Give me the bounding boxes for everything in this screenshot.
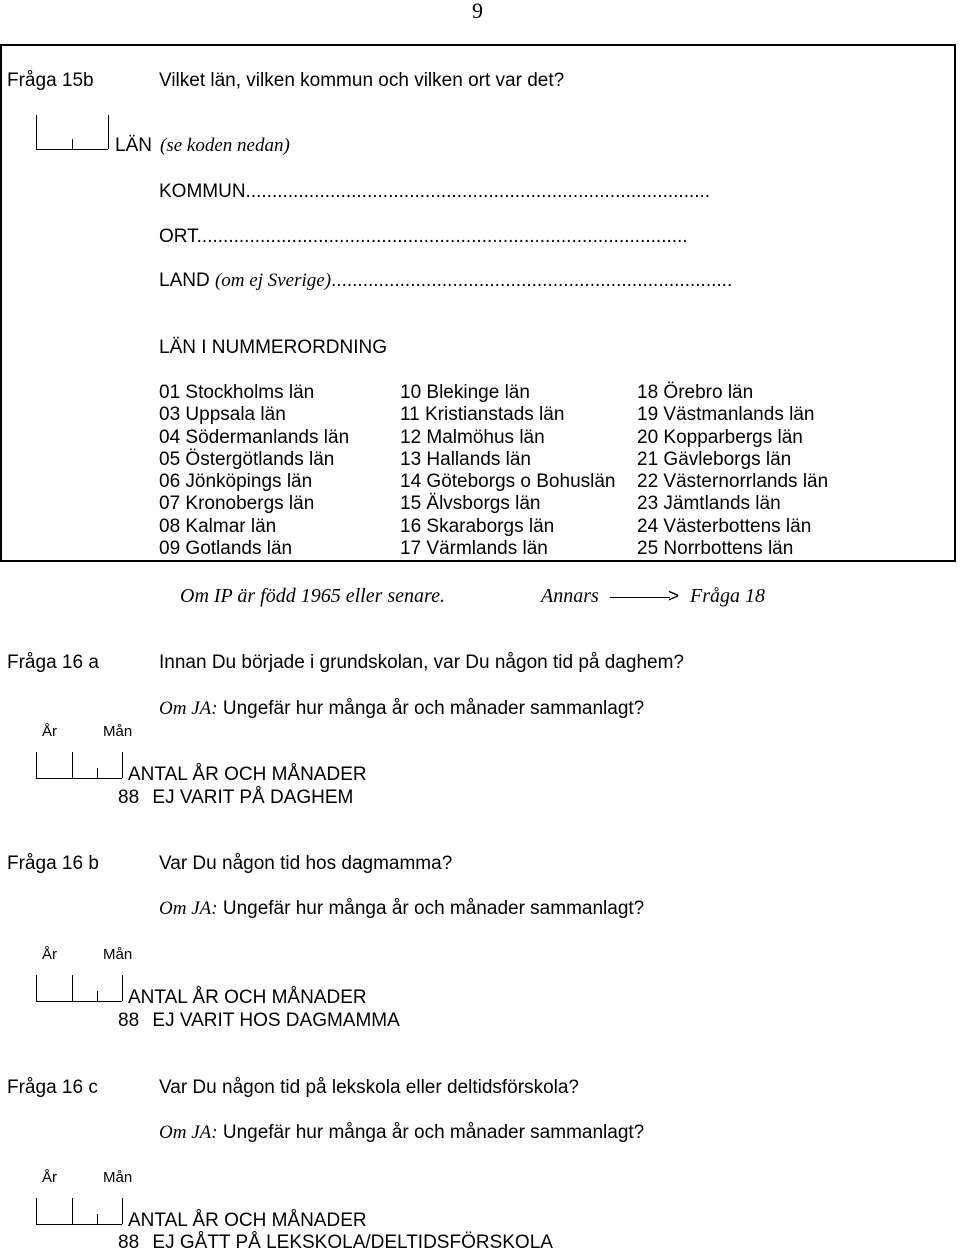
land-note: (om ej Sverige) xyxy=(214,270,332,291)
q16a-label: Fråga 16 a xyxy=(7,652,99,673)
q16a-followup-text: Ungefär hur många år och månader sammanlagt? xyxy=(222,698,645,719)
lan-item: 14 Göteborgs o Bohuslän xyxy=(400,471,616,493)
lan-item: 16 Skaraborgs län xyxy=(400,515,555,537)
q16b-code-num: 88 xyxy=(118,1010,140,1031)
land-field[interactable] xyxy=(159,270,732,292)
ort-field[interactable]: ORT............................................................................................. xyxy=(159,226,688,247)
lan-item: 05 Östergötlands län xyxy=(159,448,335,470)
q15b-label: Fråga 15b xyxy=(7,70,94,91)
lan-item: 08 Kalmar län xyxy=(159,515,277,537)
q16a-month-label: Mån xyxy=(103,723,133,740)
lan-note: (se koden nedan) xyxy=(160,135,290,156)
q16c-label: Fråga 16 c xyxy=(7,1077,98,1098)
q16c-year-label: År xyxy=(42,1169,57,1186)
lan-item: 24 Västerbottens län xyxy=(637,515,812,537)
arrow-line xyxy=(610,597,670,598)
q16a-if-yes: Om JA: xyxy=(159,698,218,719)
q16a-question: Innan Du började i grundskolan, var Du någon tid på daghem? xyxy=(159,652,684,673)
lan-item: 21 Gävleborgs län xyxy=(637,448,792,470)
q16c-code-num: 88 xyxy=(118,1232,140,1253)
q16b-year-label: År xyxy=(42,946,57,963)
q16b-question: Var Du någon tid hos dagmamma? xyxy=(159,853,453,874)
filter-condition: Om IP är född 1965 eller senare. xyxy=(180,585,445,607)
arrow-head: > xyxy=(668,586,680,607)
q16b-code-text: EJ VARIT HOS DAGMAMMA xyxy=(152,1010,400,1031)
q15b-question: Vilket län, vilken kommun och vilken ort var det? xyxy=(159,70,565,91)
q16b-followup xyxy=(159,898,644,920)
land-dots: ............................................................................ xyxy=(331,270,733,291)
lan-item: 17 Värmlands län xyxy=(400,538,548,560)
q16a-code-num: 88 xyxy=(118,787,140,808)
q16c-code-label: ANTAL ÅR OCH MÅNADER xyxy=(128,1210,367,1231)
q16b-month-label: Mån xyxy=(103,946,133,963)
q16c-code-88[interactable] xyxy=(118,1232,553,1254)
q16a-code-text: EJ VARIT PÅ DAGHEM xyxy=(152,787,354,808)
q16b-code-label: ANTAL ÅR OCH MÅNADER xyxy=(128,987,367,1008)
lan-item: 20 Kopparbergs län xyxy=(637,426,803,448)
lan-item: 09 Gotlands län xyxy=(159,538,293,560)
lan-item: 15 Älvsborgs län xyxy=(400,493,541,515)
filter-goto: Fråga 18 xyxy=(690,585,765,607)
q16a-year-label: År xyxy=(42,723,57,740)
kommun-field[interactable]: KOMMUN........................................................................................ xyxy=(159,181,711,202)
q16c-month-label: Mån xyxy=(103,1169,133,1186)
lan-item: 01 Stockholms län xyxy=(159,382,315,403)
frame-top-border xyxy=(0,44,956,46)
q16a-code-label: ANTAL ÅR OCH MÅNADER xyxy=(128,764,367,785)
lan-item: 03 Uppsala län xyxy=(159,404,286,426)
lan-list-col3 xyxy=(637,382,828,560)
land-label: LAND xyxy=(159,270,210,291)
q16c-question: Var Du någon tid på lekskola eller deltidsförskola? xyxy=(159,1077,579,1098)
lan-list-heading: LÄN I NUMMERORDNING xyxy=(159,337,388,358)
lan-list-col2 xyxy=(400,382,616,560)
q16b-code-88[interactable] xyxy=(118,1010,400,1032)
lan-item: 04 Södermanlands län xyxy=(159,426,350,448)
lan-item: 19 Västmanlands län xyxy=(637,404,815,426)
lan-item: 25 Norrbottens län xyxy=(637,538,794,560)
lan-item: 22 Västernorrlands län xyxy=(637,471,829,493)
lan-list-col1 xyxy=(159,382,349,560)
frame-right-border xyxy=(954,44,956,562)
lan-item: 13 Hallands län xyxy=(400,448,531,470)
lan-label: LÄN xyxy=(115,135,152,156)
q16c-if-yes: Om JA: xyxy=(159,1122,218,1143)
lan-item: 12 Malmöhus län xyxy=(400,426,545,448)
lan-item: 10 Blekinge län xyxy=(400,382,530,403)
q16b-label: Fråga 16 b xyxy=(7,853,99,874)
lan-item: 11 Kristianstads län xyxy=(400,404,565,426)
q16c-code-text: EJ GÅTT PÅ LEKSKOLA/DELTIDSFÖRSKOLA xyxy=(152,1232,553,1253)
q16a-followup xyxy=(159,698,644,720)
q16c-followup-text: Ungefär hur många år och månader sammanlagt? xyxy=(222,1122,645,1143)
page-number: 9 xyxy=(472,0,483,23)
lan-item: 18 Örebro län xyxy=(637,382,754,403)
q16c-followup xyxy=(159,1122,644,1144)
q16a-code-88[interactable] xyxy=(118,787,353,809)
lan-item: 06 Jönköpings län xyxy=(159,471,313,493)
frame-left-border xyxy=(0,44,2,562)
lan-item: 23 Jämtlands län xyxy=(637,493,781,515)
q16b-if-yes: Om JA: xyxy=(159,898,218,919)
filter-otherwise: Annars xyxy=(541,585,599,607)
q16b-followup-text: Ungefär hur många år och månader sammanlagt? xyxy=(222,898,645,919)
lan-item: 07 Kronobergs län xyxy=(159,493,315,515)
